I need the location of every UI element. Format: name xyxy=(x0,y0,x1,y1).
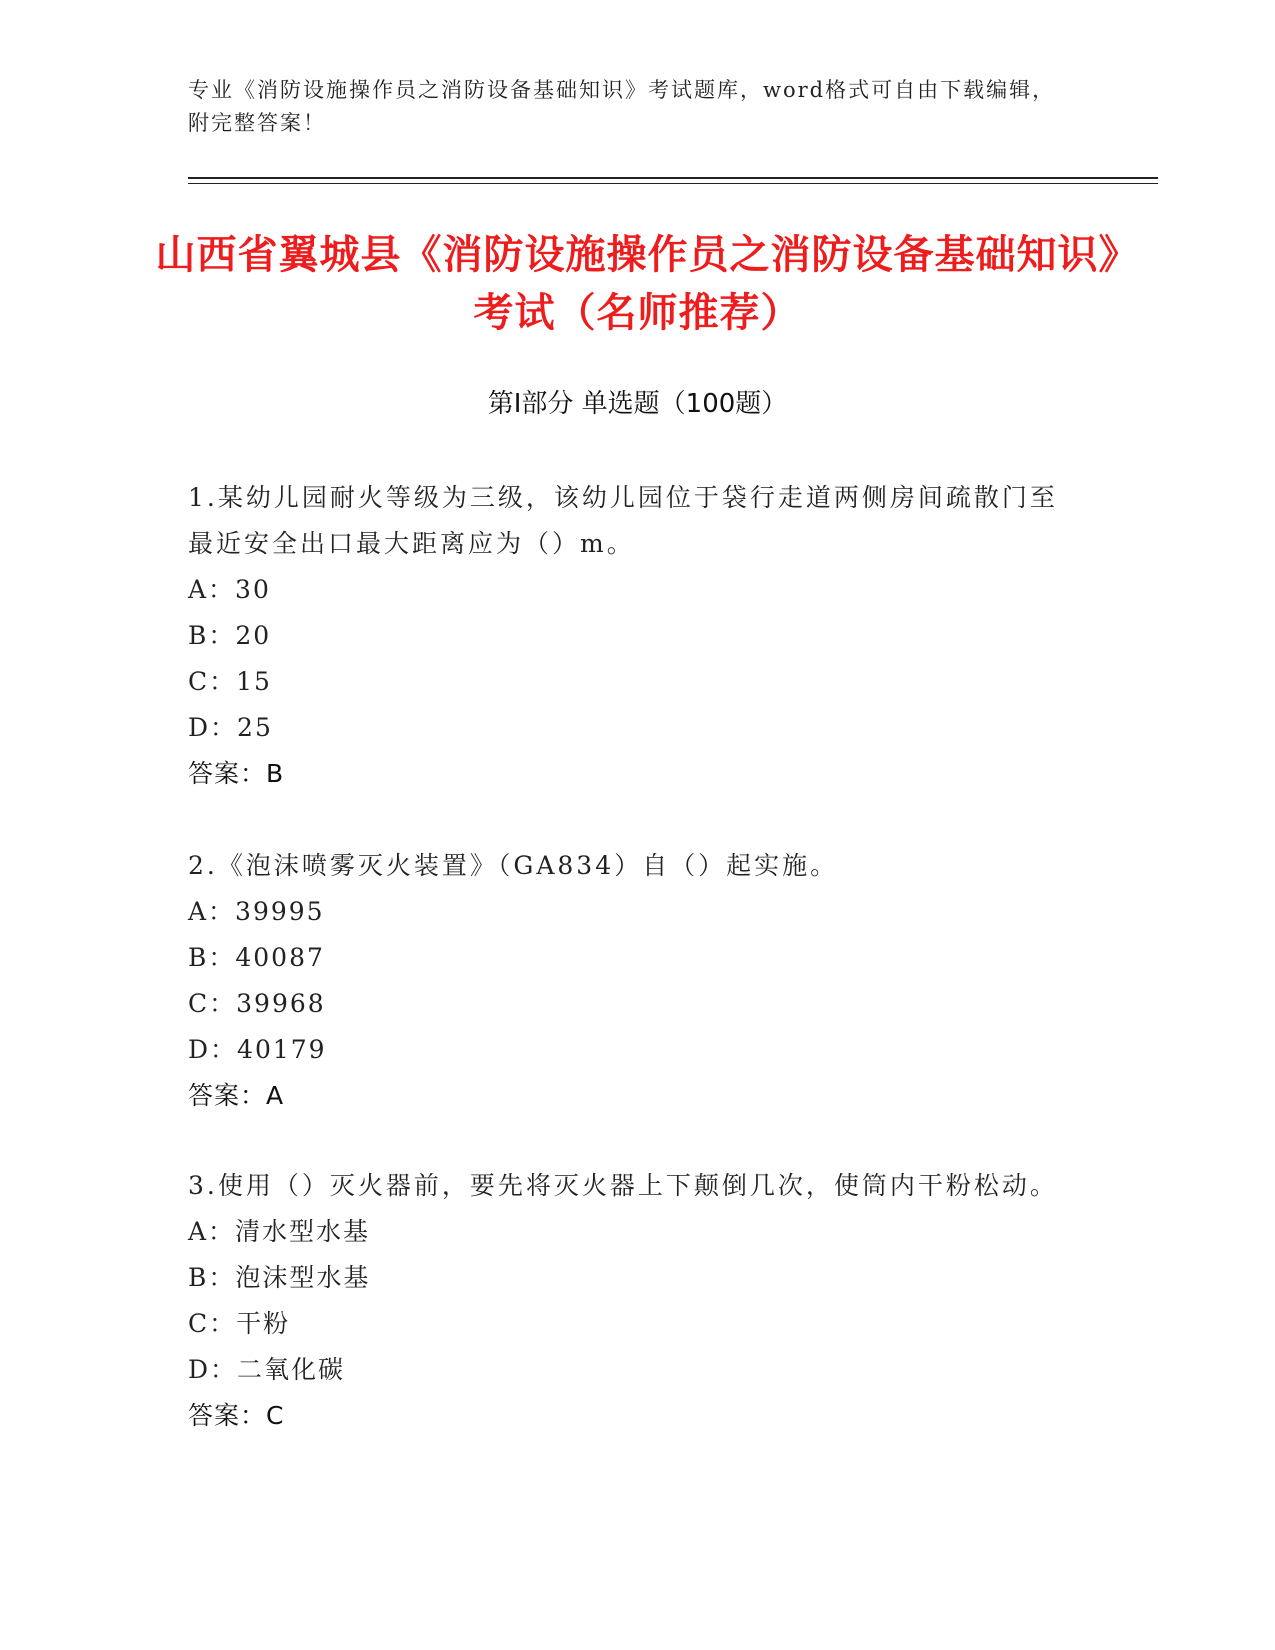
option-d: D：25 xyxy=(188,713,273,742)
answer: 答案：C xyxy=(188,1401,285,1430)
question-stem: 1.某幼儿园耐火等级为三级，该幼儿园位于袋行走道两侧房间疏散门至最近安全出口最大距离应为（）m。 xyxy=(188,483,1058,558)
document-title: 山西省翼城县《消防设施操作员之消防设备基础知识》考试（名师推荐） xyxy=(155,232,1120,336)
section-heading: 第I部分 单选题（100题） xyxy=(487,389,788,419)
header-divider-thin xyxy=(188,183,1158,184)
header-note: 专业《消防设施操作员之消防设备基础知识》考试题库，word格式可自由下载编辑，附完整答案！ xyxy=(188,78,1056,135)
option-b: B：泡沫型水基 xyxy=(188,1263,371,1292)
option-a: A：39995 xyxy=(188,897,325,926)
option-c: C：39968 xyxy=(188,989,326,1018)
option-c: C：干粉 xyxy=(188,1309,291,1338)
answer: 答案：B xyxy=(188,759,285,788)
option-a: A：30 xyxy=(188,575,271,604)
question-stem: 3.使用（）灭火器前，要先将灭火器上下颠倒几次，使筒内干粉松动。 xyxy=(188,1171,1058,1200)
question-3 xyxy=(188,1163,1068,1439)
option-d: D：40179 xyxy=(188,1035,327,1064)
option-c: C：15 xyxy=(188,667,272,696)
header-divider-thick xyxy=(188,177,1158,179)
option-d: D：二氧化碳 xyxy=(188,1355,346,1384)
option-b: B：40087 xyxy=(188,943,325,972)
question-stem: 2.《泡沫喷雾灭火装置》（GA834）自（）起实施。 xyxy=(188,851,839,880)
question-2 xyxy=(188,843,1068,1119)
question-1 xyxy=(188,475,1068,797)
answer: 答案：A xyxy=(188,1081,285,1110)
option-a: A：清水型水基 xyxy=(188,1217,371,1246)
option-b: B：20 xyxy=(188,621,272,650)
